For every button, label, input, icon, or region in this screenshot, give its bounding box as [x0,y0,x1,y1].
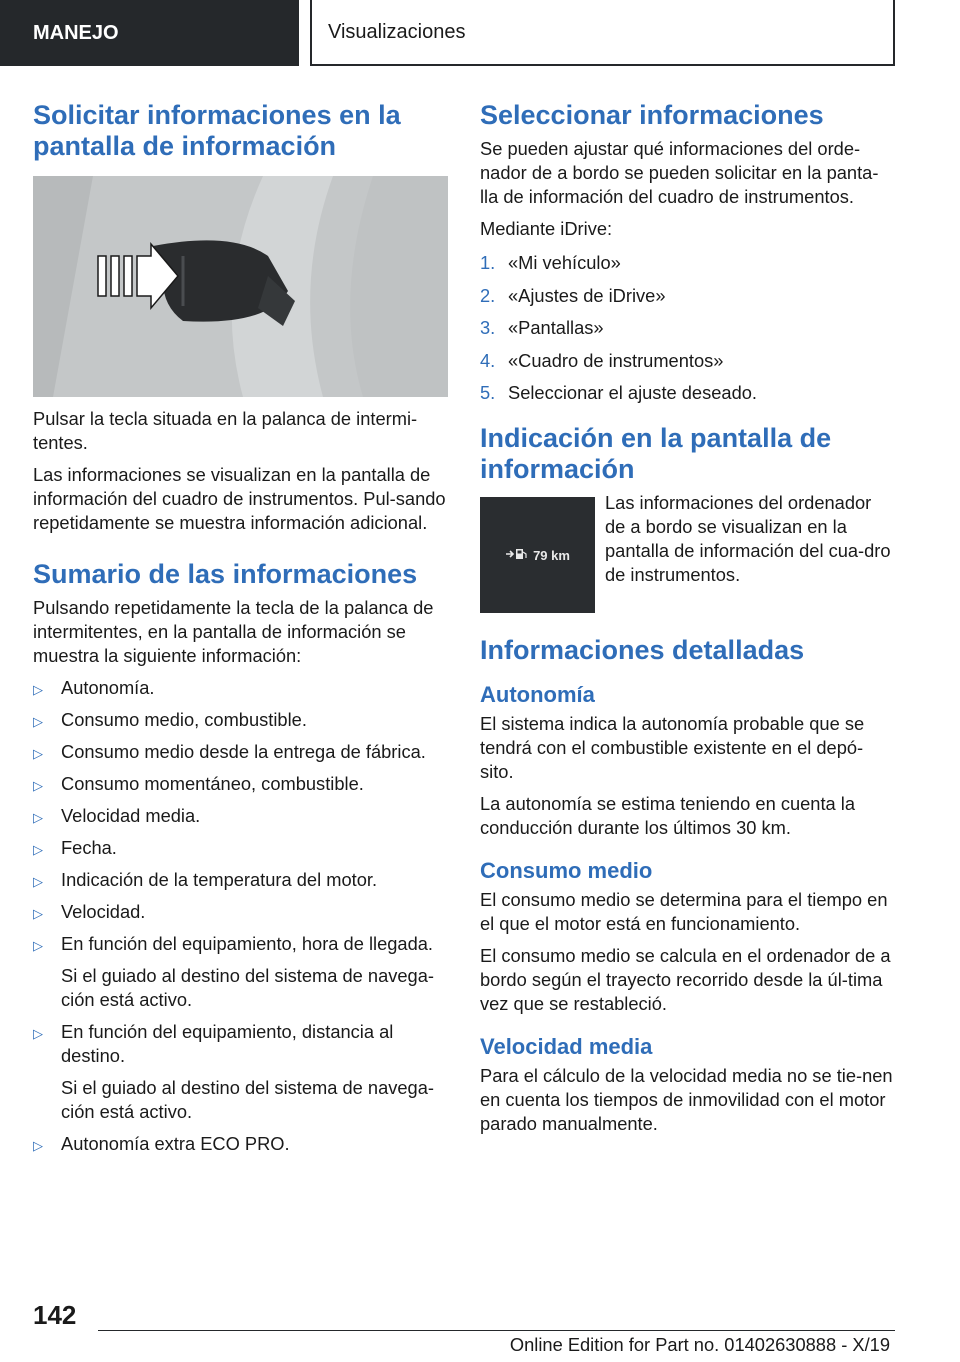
range-value: 79 km [533,547,570,563]
display-example-row [480,491,895,613]
list-item: ▷ Consumo medio desde la entrega de fábrica. [33,740,448,764]
list-item: ▷ Consumo medio, combustible. [33,708,448,732]
list-item: 5. Seleccionar el ajuste deseado. [480,382,757,403]
fuel-range-icon [505,548,527,563]
paragraph-consumo-2: El consumo medio se calcula en el ordenador de a bordo según el trayecto recorrido desde la úl‐tima vez que se restableció. [480,945,891,1014]
list-item: 4. «Cuadro de instrumentos» [480,349,724,371]
list-item: ▷ Indicación de la temperatura del motor. [33,868,448,892]
list-item: ▷ Velocidad media. [33,804,448,828]
list-item: ▷ En función del equipamiento, hora de llegada. Si el guiado al destino del sistema de navega‐ción está activo. [33,933,434,1010]
chapter-label: Visualizaciones [328,20,466,43]
section-title-seleccionar: Seleccionar informaciones [480,100,824,130]
section-title-indicacion: Indicación en la pantalla de información [480,423,832,484]
idrive-steps [480,251,895,405]
list-item: ▷ Fecha. [33,836,448,860]
list-item: ▷ En función del equipamiento, distancia al destino. Si el guiado al destino del sistema de navega‐ción está activo. [33,1021,434,1122]
list-item: ▷ Autonomía extra ECO PRO. [33,1132,448,1156]
section-tab [0,0,299,66]
list-item: 2. «Ajustes de iDrive» [480,284,666,306]
section-label: MANEJO [33,21,119,44]
paragraph-info-display: Las informaciones se visualizan en la pantalla de información del cuadro de instrumentos. Pul‐sando repetidamente se muestra información adicional. [33,464,446,533]
triangle-bullet-icon: ▷ [33,906,43,921]
subsection-title-velocidad: Velocidad media [480,1034,653,1059]
list-item: ▷ Velocidad. [33,900,448,924]
section-title-sumario: Sumario de las informaciones [33,559,418,589]
triangle-bullet-icon: ▷ [33,874,43,889]
paragraph-display: Las informaciones del ordenador de a bordo se visualizan en la pantalla de información del cua‐dro de instrumentos. [605,492,891,585]
info-bullet-list [33,676,448,1156]
paragraph-summary: Pulsando repetidamente la tecla de la palanca de intermitentes, en la pantalla de información se muestra la siguiente información: [33,597,434,666]
triangle-bullet-icon: ▷ [33,938,43,953]
paragraph-velocidad: Para el cálculo de la velocidad media no se tie‐nen en cuenta los tiempos de inmovilidad con el motor parado manualmente. [480,1065,893,1134]
turn-signal-lever-figure [33,176,448,397]
figure-caption: Pulsar la tecla situada en la palanca de intermi‐tentes. [33,408,418,453]
triangle-bullet-icon: ▷ [33,1138,43,1153]
triangle-bullet-icon: ▷ [33,842,43,857]
right-column [480,100,895,1144]
section-title-detalladas: Informaciones detalladas [480,635,805,665]
section-title-solicitar: Solicitar informaciones en la pantalla de información [33,100,401,161]
triangle-bullet-icon: ▷ [33,778,43,793]
paragraph-consumo-1: El consumo medio se determina para el tiempo en el que el motor está en funcionamiento. [480,889,888,934]
list-item: ▷ Autonomía. [33,676,448,700]
paragraph-select: Se pueden ajustar qué informaciones del orde‐nador de a bordo se pueden solicitar en la panta‐lla de información del cuadro de instrumentos. [480,138,879,207]
footer-divider [98,1330,895,1331]
footer-edition: Online Edition for Part no. 01402630888 - X/19 [509,1334,890,1355]
subsection-title-consumo: Consumo medio [480,858,653,883]
paragraph-autonomia-1: El sistema indica la autonomía probable que se tendrá con el combustible existente en el depó‐sito. [480,713,865,782]
list-item: ▷ Consumo momentáneo, combustible. [33,772,448,796]
instrument-display-thumbnail [480,497,595,613]
triangle-bullet-icon: ▷ [33,714,43,729]
list-item: 1. «Mi vehículo» [480,252,621,273]
paragraph-idrive: Mediante iDrive: [480,218,613,239]
list-item: 3. «Pantallas» [480,317,604,338]
triangle-bullet-icon: ▷ [33,746,43,761]
chapter-tab [310,0,895,66]
subsection-title-autonomia: Autonomía [480,682,595,707]
lever-illustration [33,176,448,397]
triangle-bullet-icon: ▷ [33,1026,43,1041]
page-number: 142 [33,1300,77,1330]
paragraph-autonomia-2: La autonomía se estima teniendo en cuenta la conducción durante los últimos 30 km. [480,793,856,838]
left-column [33,100,448,1164]
triangle-bullet-icon: ▷ [33,682,43,697]
triangle-bullet-icon: ▷ [33,810,43,825]
